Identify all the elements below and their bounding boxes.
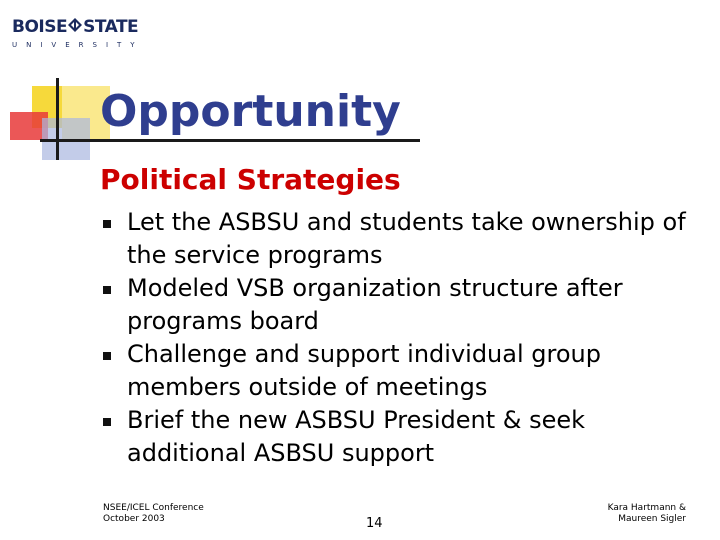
bullet-text: Modeled VSB organization structure after programs board (127, 274, 623, 335)
bullet-text: Brief the new ASBSU President & seek additional ASBSU support (127, 406, 586, 467)
footer-authors (608, 503, 686, 525)
footer-conference (103, 503, 204, 525)
boise-state-logo (12, 17, 144, 54)
slide-title: Opportunity (100, 86, 401, 137)
square-bullet-icon (103, 418, 111, 426)
footer-date: October 2003 (103, 514, 165, 524)
logo-subtext: UNIVERSITY (12, 41, 144, 49)
bullet-item (100, 338, 690, 404)
footer-author-line1: Kara Hartmann & (607, 503, 686, 513)
logo-text-left: BOISE (12, 17, 68, 37)
page-number: 14 (366, 516, 383, 531)
logo-text-right: STATE (83, 17, 139, 37)
footer-conference-name: NSEE/ICEL Conference (103, 503, 204, 513)
footer-author-line2: Maureen Sigler (618, 514, 686, 524)
bullet-text: Let the ASBSU and students take ownership of the service programs (127, 208, 686, 269)
square-bullet-icon (103, 352, 111, 360)
bullet-item (100, 404, 690, 470)
bullet-item (100, 206, 690, 272)
bullet-list (100, 206, 690, 470)
bullet-text: Challenge and support individual group members outside of meetings (127, 340, 601, 401)
square-bullet-icon (103, 286, 111, 294)
slide-subtitle: Political Strategies (100, 163, 401, 196)
square-bullet-icon (103, 220, 111, 228)
torch-icon (68, 18, 82, 36)
bullet-item (100, 272, 690, 338)
